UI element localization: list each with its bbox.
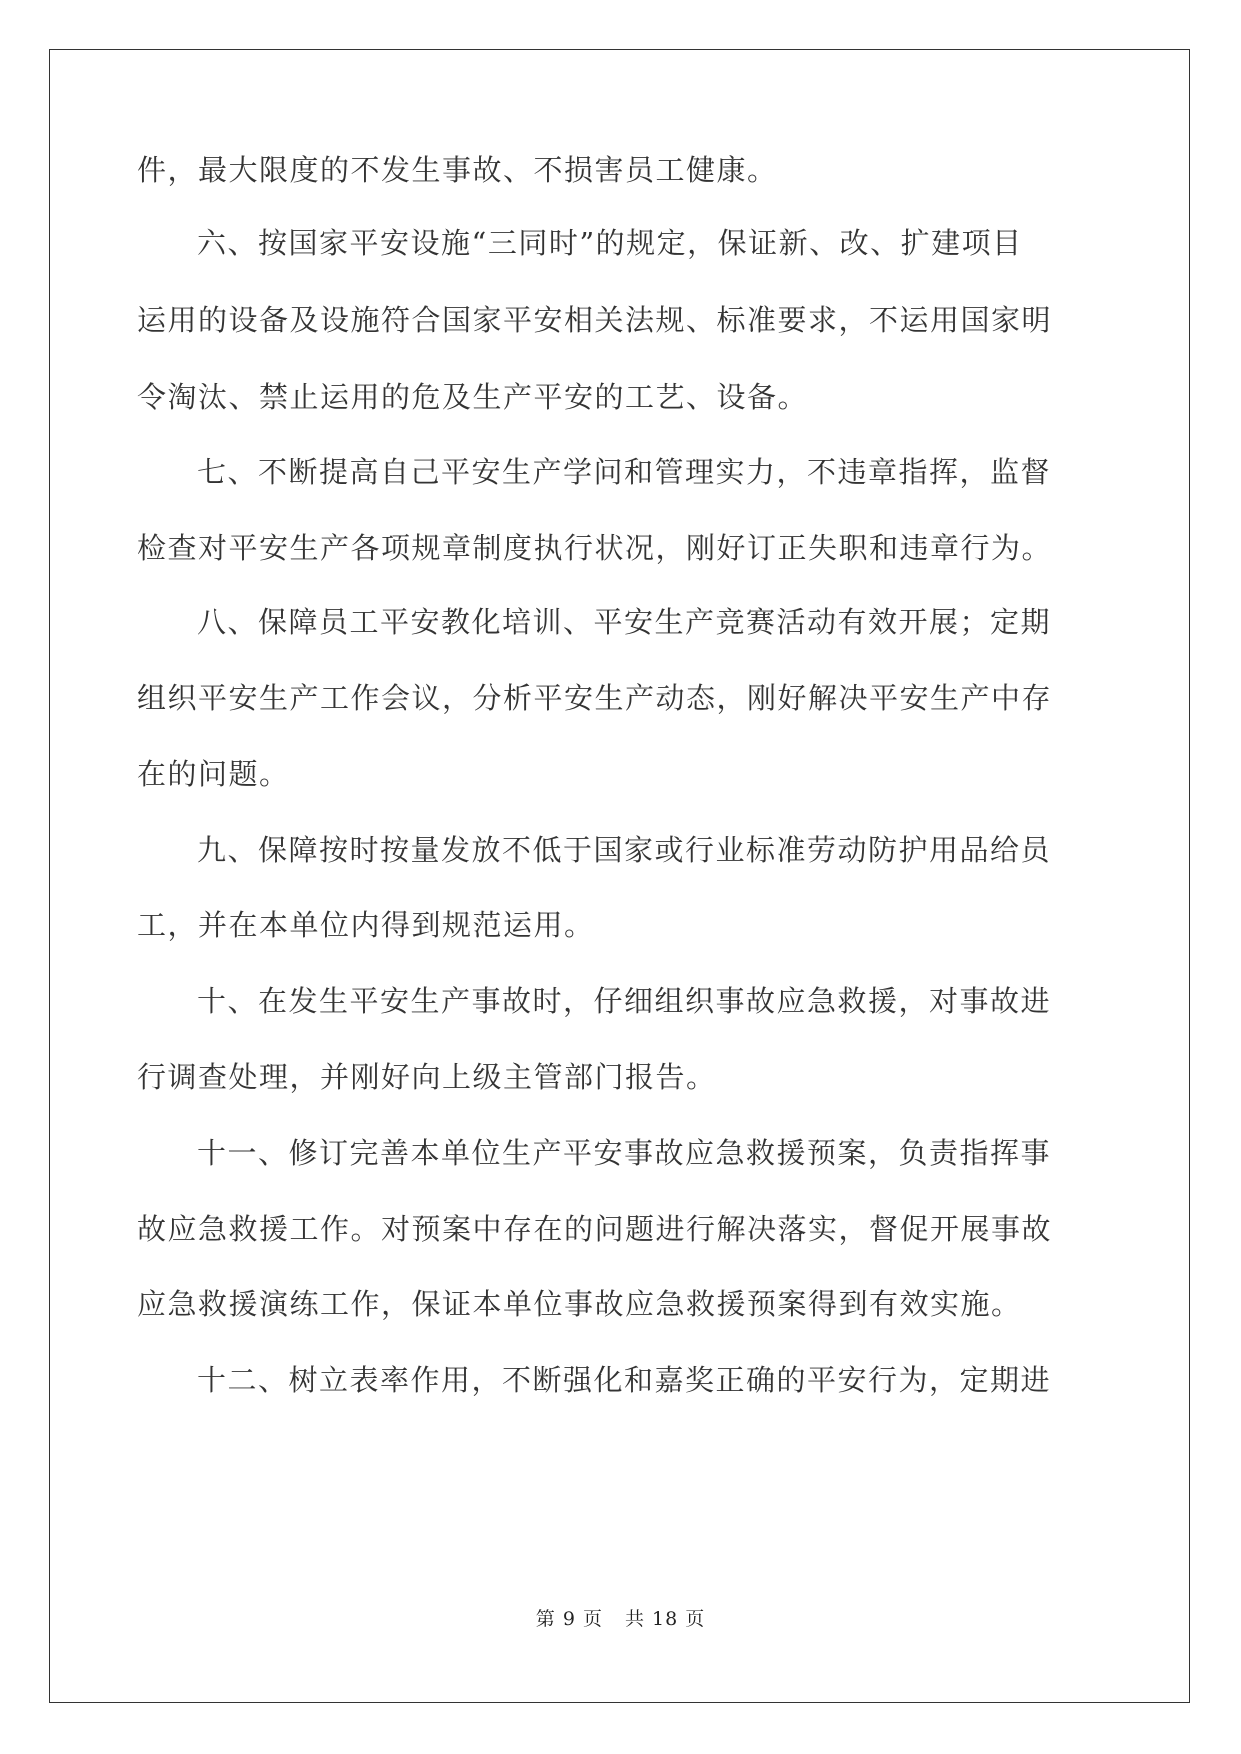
text-line-13: 行调查处理，并刚好向上级主管部门报告。 (137, 1060, 717, 1094)
page-total: 共 18 页 (624, 1608, 706, 1630)
text-line-17: 十二、树立表率作用，不断强化和嘉奖正确的平安行为，定期进 (197, 1363, 1052, 1397)
text-line-16: 应急救援演练工作，保证本单位事故应急救援预案得到有效实施。 (137, 1287, 1022, 1321)
text-line-5: 七、不断提高自己平安生产学问和管理实力，不违章指挥，监督 (197, 455, 1052, 489)
text-line-10: 九、保障按时按量发放不低于国家或行业标准劳动防护用品给员 (197, 833, 1052, 867)
text-line-7: 八、保障员工平安教化培训、平安生产竞赛活动有效开展；定期 (197, 605, 1052, 639)
text-line-14: 十一、修订完善本单位生产平安事故应急救援预案，负责指挥事 (197, 1136, 1052, 1170)
text-line-12: 十、在发生平安生产事故时，仔细组织事故应急救援，对事故进 (197, 984, 1052, 1018)
text-line-1: 件，最大限度的不发生事故、不损害员工健康。 (137, 153, 778, 187)
page-number: 第 9 页 (535, 1608, 603, 1630)
text-line-11: 工，并在本单位内得到规范运用。 (137, 908, 595, 942)
text-line-3: 运用的设备及设施符合国家平安相关法规、标准要求，不运用国家明 (137, 303, 1053, 337)
text-line-4: 令淘汰、禁止运用的危及生产平安的工艺、设备。 (137, 380, 809, 414)
text-line-2: 六、按国家平安设施“三同时”的规定，保证新、改、扩建项目 (197, 226, 1023, 260)
text-line-15: 故应急救援工作。对预案中存在的问题进行解决落实，督促开展事故 (137, 1212, 1053, 1246)
page-footer (0, 1604, 1241, 1631)
text-line-6: 检查对平安生产各项规章制度执行状况，刚好订正失职和违章行为。 (137, 531, 1053, 565)
page-border (49, 49, 1190, 1703)
text-line-8: 组织平安生产工作会议，分析平安生产动态，刚好解决平安生产中存 (137, 681, 1053, 715)
text-line-9: 在的问题。 (137, 757, 290, 791)
